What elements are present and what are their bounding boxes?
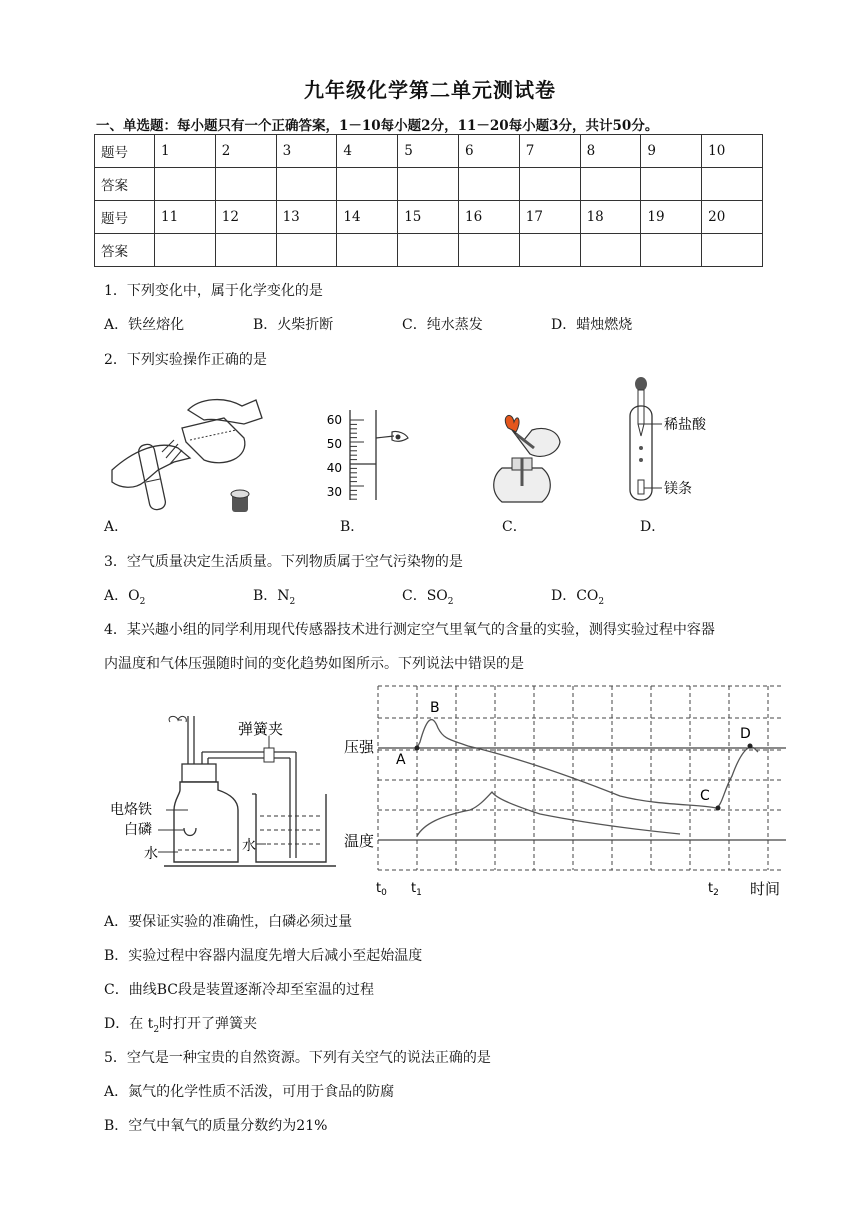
pressure-label: 压强 [344,738,375,756]
question-number-cell: 16 [458,201,519,234]
question-number-cell: 7 [519,135,580,168]
question-number-cell: 3 [276,135,337,168]
water-left-label: 水 [144,846,158,862]
phosphorus-label: 白磷 [124,822,152,838]
tick-label: 50 [326,437,342,451]
alcohol-lamp-figure [472,408,572,512]
answer-cell[interactable] [458,168,519,201]
answer-cell[interactable] [155,234,216,267]
q2-option-d: D． [640,519,666,535]
question-number-cell: 20 [702,201,763,234]
tick-label: 40 [326,461,342,475]
question-number-cell: 4 [337,135,398,168]
table-row [95,168,763,201]
q4-option-c: C．曲线BC段是装置逐渐冷却至室温的过程 [104,982,374,998]
answer-cell[interactable] [398,168,459,201]
question-4-stem-line1: 4．某兴趣小组的同学利用现代传感器技术进行测定空气里氧气的含量的实验，测得实验过程中容器 [104,622,715,638]
q1-option-d: D．蜡烛燃烧 [551,317,633,333]
water-right-label: 水 [242,838,256,854]
answer-cell[interactable] [580,168,641,201]
question-number-cell: 5 [398,135,459,168]
q3-option-b: B．$N_2$ [253,588,296,607]
answer-table [94,134,763,267]
t1-label: $t_1$ [411,881,422,898]
time-label: 时间 [750,880,781,898]
question-number-cell: 2 [215,135,276,168]
question-number-cell: 9 [641,135,702,168]
q4-option-d: D．在 $t_2$时打开了弹簧夹 [104,1016,258,1035]
q2-option-c: C． [502,519,527,535]
table-row [95,135,763,168]
t2-label: $t_2$ [708,881,719,898]
answer-cell[interactable] [215,234,276,267]
question-number-cell: 1 [155,135,216,168]
dropper-figure [620,376,730,506]
ribbon-label: 镁条 [664,481,692,497]
point-c-label: C [700,788,710,804]
q5-option-b: B．空气中氧气的质量分数约为21% [104,1118,328,1134]
point-b-label: B [430,700,440,716]
question-number-cell: 12 [215,201,276,234]
answer-cell[interactable] [398,234,459,267]
question-number-cell: 18 [580,201,641,234]
table-row [95,234,763,267]
table-row [95,201,763,234]
question-4-stem-line2: 内温度和气体压强随时间的变化趋势如图所示。下列说法中错误的是 [104,656,524,672]
answer-cell[interactable] [519,168,580,201]
row-label: 题号 [95,201,155,234]
answer-cell[interactable] [155,168,216,201]
q2-option-a: A． [104,519,129,535]
question-number-cell: 17 [519,201,580,234]
answer-cell[interactable] [337,168,398,201]
question-number-cell: 15 [398,201,459,234]
answer-cell[interactable] [337,234,398,267]
spoon-label: 电烙铁 [110,802,152,818]
q3-option-c: C．$SO_2$ [402,588,454,607]
apparatus-figure [104,690,344,876]
point-d-label: D [740,726,751,742]
answer-cell[interactable] [580,234,641,267]
q4-option-a: A．要保证实验的准确性，白磷必须过量 [104,914,353,930]
t0-label: $t_0$ [376,881,387,898]
answer-cell[interactable] [276,168,337,201]
temperature-label: 温度 [344,832,375,850]
question-number-cell: 13 [276,201,337,234]
answer-cell[interactable] [215,168,276,201]
graduated-cylinder-figure [326,408,420,504]
q5-option-a: A．氮气的化学性质不活泼，可用于食品的防腐 [104,1084,395,1100]
question-1-stem: 1．下列变化中，属于化学变化的是 [104,283,323,299]
q1-option-c: C．纯水蒸发 [402,317,483,333]
q4-option-b: B．实验过程中容器内温度先增大后减小至起始温度 [104,948,423,964]
question-3-stem: 3．空气质量决定生活质量。下列物质属于空气污染物的是 [104,554,463,570]
row-label: 题号 [95,135,155,168]
question-number-cell: 10 [702,135,763,168]
q2-option-b: B． [340,519,365,535]
page-title: 九年级化学第二单元测试卷 [304,78,556,102]
row-label: 答案 [95,234,155,267]
pressure-temperature-graph [340,680,788,902]
q3-option-a: A．$O_2$ [104,588,146,607]
question-number-cell: 6 [458,135,519,168]
question-5-stem: 5．空气是一种宝贵的自然资源。下列有关空气的说法正确的是 [104,1050,491,1066]
question-number-cell: 8 [580,135,641,168]
q1-option-b: B．火柴折断 [253,317,334,333]
answer-cell[interactable] [458,234,519,267]
answer-cell[interactable] [641,234,702,267]
q3-option-d: D．$CO_2$ [551,588,605,607]
point-a-label: A [396,752,406,768]
answer-cell[interactable] [276,234,337,267]
q1-option-a: A．铁丝熔化 [104,317,185,333]
pouring-liquid-figure [104,378,264,520]
question-number-cell: 11 [155,201,216,234]
answer-cell[interactable] [702,168,763,201]
clamp-label: 弹簧夹 [238,720,284,738]
question-number-cell: 19 [641,201,702,234]
answer-cell[interactable] [641,168,702,201]
question-number-cell: 14 [337,201,398,234]
question-2-stem: 2．下列实验操作正确的是 [104,352,267,368]
tick-label: 60 [326,413,342,427]
answer-cell[interactable] [702,234,763,267]
answer-cell[interactable] [519,234,580,267]
dropper-label: 稀盐酸 [664,417,706,433]
tick-label: 30 [326,485,342,499]
row-label: 答案 [95,168,155,201]
section-heading: 一、单选题：每小题只有一个正确答案，1－10每小题2分，11－20每小题3分，共计50分。 [96,118,659,134]
